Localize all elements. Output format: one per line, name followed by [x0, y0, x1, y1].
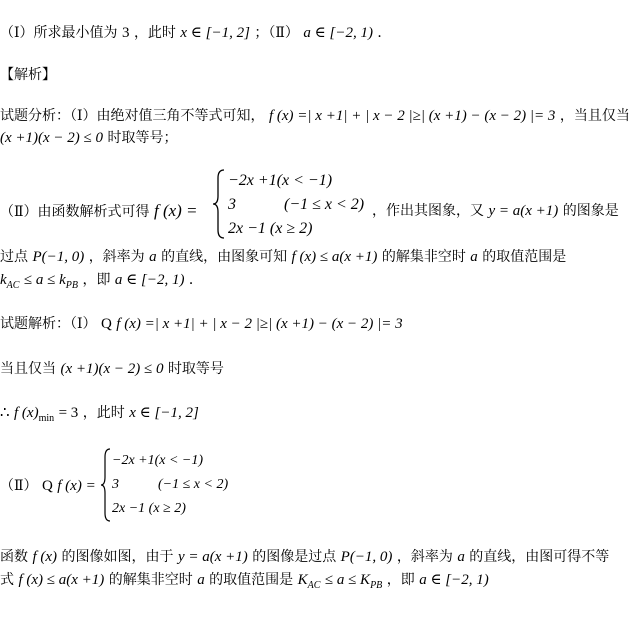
solution-intro: 试题解析：（Ⅰ）: [0, 316, 97, 332]
analysis-fx: f (x) =: [153, 201, 198, 220]
solution-therefore-icon: ∴: [0, 405, 10, 421]
analysis-p2-tail-text: 的图象是: [562, 203, 619, 219]
solution-last2-b: 的解集非空时: [108, 572, 193, 588]
solution-p2-fx: f (x) =: [57, 478, 96, 494]
answer-part1-mid: ，此时: [133, 25, 176, 41]
solution-last1-p: P(−1, 0): [340, 549, 393, 565]
answer-part2-range: a ∈ [−2, 1): [303, 25, 373, 41]
analysis-line-2: [0, 129, 177, 147]
solution-last1-eq: y = a(x +1): [177, 549, 248, 565]
solution-line-3: [0, 404, 199, 428]
analysis-l3-e: 的取值范围是: [482, 249, 567, 265]
answer-part1-range: x ∈ [−1, 2]: [180, 25, 250, 41]
analysis-ineq-tail: ，当且仅当: [559, 108, 630, 124]
analysis-l4-end: ．: [188, 272, 203, 288]
solution-last2-K: K: [297, 572, 308, 588]
solution-cond-intro: 当且仅当: [0, 361, 56, 377]
solution-min-expr: f (x): [14, 405, 39, 421]
answer-part1-label: （Ⅰ）所求最小值为: [0, 25, 118, 41]
answer-end: ．: [377, 25, 392, 41]
solution-last2-mid: ≤ a ≤ K: [324, 572, 371, 588]
analysis-line-3: [0, 248, 566, 266]
analysis-k: k: [0, 272, 7, 288]
solution-case-2-cond: (−1 ≤ x < 2): [158, 477, 229, 492]
solution-min-sub: min: [38, 413, 55, 424]
solution-last1-e: 的直线，由图可得不等: [469, 549, 610, 565]
analysis-line-eq: y = a(x +1): [488, 203, 559, 219]
solution-last2-ineq: f (x) ≤ a(x +1): [18, 572, 105, 588]
analysis-ineq2: f (x) ≤ a(x +1): [291, 249, 378, 265]
solution-line-2: [0, 360, 224, 378]
solution-ineq: f (x) =| x +1| + | x − 2 |≥| (x +1) − (x − 2) |= 3: [116, 316, 403, 332]
solution-last2-d: ，即: [386, 572, 415, 588]
solution-last-1: [0, 548, 609, 566]
solution-case-1: −2x +1(x < −1): [112, 453, 204, 468]
solution-case-2-expr: 3: [112, 477, 119, 492]
solution-last2-a-var: a: [197, 572, 205, 588]
analysis-a1: a: [149, 249, 157, 265]
solution-last1-d: ，斜率为: [396, 549, 453, 565]
solution-min-range: x ∈ [−1, 2]: [129, 405, 199, 421]
answer-part1-value: 3: [121, 25, 130, 41]
analysis-l3-b: ，斜率为: [88, 249, 145, 265]
analysis-k-sub: AC: [6, 280, 20, 291]
solution-last1-c: 的图像是过点: [252, 549, 337, 565]
solution-last1-fx: f (x): [32, 549, 58, 565]
analysis-p2-after: ，作出其图象，又: [372, 203, 484, 219]
analysis-p2-tail: [372, 202, 619, 220]
solution-p2-line: [0, 477, 96, 495]
solution-line-1: [0, 315, 403, 333]
analysis-ineq: f (x) =| x +1| + | x − 2 |≥| (x +1) − (x − 2) |= 3: [268, 108, 556, 124]
analysis-l3-a: 过点: [0, 249, 28, 265]
analysis-l4-mid: ≤ a ≤ k: [23, 272, 66, 288]
solution-last2-a: 式: [0, 572, 14, 588]
solution-last1-b: 的图像如图，由于: [61, 549, 174, 565]
analysis-l3-d: 的解集非空时: [381, 249, 466, 265]
analysis-line-4: [0, 271, 203, 295]
solution-last2-range: a ∈ [−2, 1): [419, 572, 489, 588]
left-brace: [100, 447, 112, 523]
left-brace: [212, 168, 226, 240]
analysis-case-2-expr: 3: [228, 196, 236, 213]
analysis-l4-tail: ，即: [82, 272, 111, 288]
analysis-a2: a: [470, 249, 478, 265]
solution-last-2: [0, 571, 489, 595]
solution-last1-a-var: a: [457, 549, 465, 565]
solution-min-val: = 3: [58, 405, 79, 421]
solution-cond: (x +1)(x − 2) ≤ 0: [60, 361, 164, 377]
analysis-case-2-cond: (−1 ≤ x < 2): [284, 196, 365, 213]
solution-case-3: 2x −1 (x ≥ 2): [112, 501, 186, 516]
analysis-point: P(−1, 0): [32, 249, 85, 265]
solution-cond-tail: 时取等号: [167, 361, 224, 377]
analysis-intro: 试题分析：（Ⅰ）由绝对值三角不等式可知，: [0, 108, 265, 124]
analysis-p2-intro: （Ⅱ）由函数解析式可得: [0, 204, 150, 220]
analysis-case-3: 2x −1 (x ≥ 2): [228, 220, 313, 237]
analysis-line-1: [0, 107, 630, 125]
analysis-cond-tail: 时取等号；: [107, 130, 178, 146]
solution-p2-label: （Ⅱ）: [0, 478, 38, 494]
solution-p2-q: Q: [41, 478, 53, 494]
solution-last2-c: 的取值范围是: [209, 572, 294, 588]
analysis-p2-line: [0, 202, 198, 221]
analysis-header: 【解析】: [0, 67, 56, 83]
answer-line: [0, 24, 391, 42]
solution-last2-Ksub: AC: [307, 580, 321, 591]
answer-sep: ；（Ⅱ）: [254, 25, 299, 41]
solution-last2-Ksub2: PB: [370, 580, 383, 591]
analysis-k-sub2: PB: [65, 280, 78, 291]
solution-min-tail: ，此时: [82, 405, 125, 421]
analysis-cond: (x +1)(x − 2) ≤ 0: [0, 130, 104, 146]
analysis-case-1: −2x +1(x < −1): [228, 172, 333, 189]
solution-piecewise: [100, 447, 250, 523]
analysis-l3-c: 的直线，由图象可知: [161, 249, 288, 265]
solution-last1-a: 函数: [0, 549, 28, 565]
solution-q: Q: [100, 316, 112, 332]
analysis-l4-range: a ∈ [−2, 1): [114, 272, 185, 288]
